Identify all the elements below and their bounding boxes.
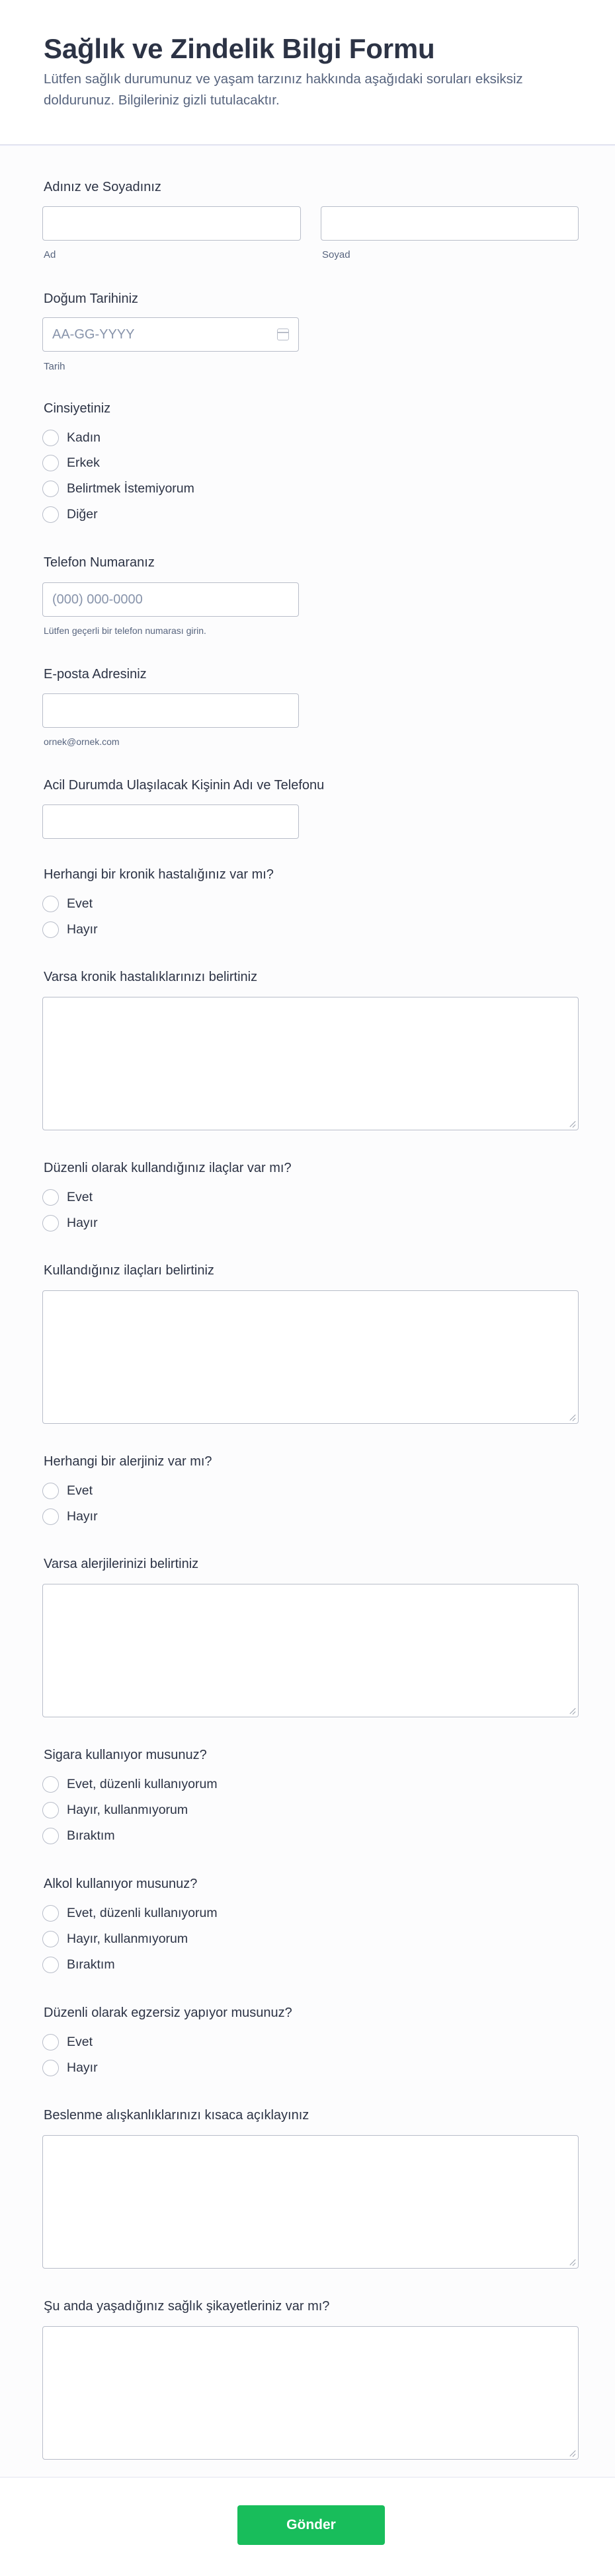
birth-date-placeholder: AA-GG-YYYY (52, 327, 135, 342)
birth-date-input[interactable] (42, 317, 299, 352)
allergy-label: Herhangi bir alerjiniz var mı? (44, 1454, 212, 1469)
medications-option-no[interactable] (42, 1213, 98, 1233)
option-label: Erkek (67, 455, 100, 470)
option-label: Bıraktım (67, 1828, 115, 1843)
medications-detail-textarea[interactable] (42, 1290, 579, 1424)
radio-button[interactable] (42, 1931, 59, 1947)
alcohol-label: Alkol kullanıyor musunuz? (44, 1877, 198, 1891)
allergy-option-yes[interactable] (42, 1481, 93, 1501)
last-name-input[interactable] (321, 206, 579, 241)
allergy-detail-label: Varsa alerjilerinizi belirtiniz (44, 1557, 199, 1571)
first-name-sublabel: Ad (44, 249, 56, 260)
last-name-sublabel: Soyad (322, 249, 350, 260)
radio-button[interactable] (42, 1483, 59, 1499)
first-name-input[interactable] (42, 206, 301, 241)
page-subtitle: Lütfen sağlık durumunuz ve yaşam tarzınız hakkında aşağıdaki soruları eksiksiz doldurunuz. Bilgileriniz gizli tutulacaktır. (44, 71, 523, 108)
alcohol-option-quit[interactable] (42, 1955, 115, 1974)
diet-textarea[interactable] (42, 2135, 579, 2269)
option-label: Hayır (67, 921, 98, 937)
medications-detail-label: Kullandığınız ilaçları belirtiniz (44, 1263, 214, 1278)
radio-button[interactable] (42, 1508, 59, 1525)
gender-option-other[interactable] (42, 504, 98, 524)
exercise-option-yes[interactable] (42, 2032, 93, 2052)
option-label: Belirtmek İstemiyorum (67, 481, 194, 496)
chronic-detail-textarea[interactable] (42, 997, 579, 1130)
email-label: E-posta Adresiniz (44, 667, 147, 682)
alcohol-option-regular[interactable] (42, 1903, 218, 1923)
radio-button[interactable] (42, 1189, 59, 1206)
emergency-contact-label: Acil Durumda Ulaşılacak Kişinin Adı ve Telefonu (44, 778, 325, 793)
option-label: Evet, düzenli kullanıyorum (67, 1776, 218, 1791)
medications-label: Düzenli olarak kullandığınız ilaçlar var mı? (44, 1161, 292, 1175)
exercise-option-no[interactable] (42, 2058, 98, 2078)
allergy-detail-textarea[interactable] (42, 1584, 579, 1717)
radio-button[interactable] (42, 1776, 59, 1793)
complaints-textarea[interactable] (42, 2326, 579, 2460)
birth-date-sublabel: Tarih (44, 361, 65, 372)
phone-label: Telefon Numaranız (44, 555, 155, 570)
chronic-detail-label: Varsa kronik hastalıklarınızı belirtiniz (44, 970, 258, 984)
smoking-option-no[interactable] (42, 1800, 188, 1820)
radio-button[interactable] (42, 1215, 59, 1231)
radio-button[interactable] (42, 921, 59, 938)
radio-button[interactable] (42, 2034, 59, 2050)
calendar-icon[interactable] (277, 329, 289, 340)
option-label: Kadın (67, 430, 101, 445)
option-label: Evet (67, 1483, 93, 1498)
option-label: Evet (67, 896, 93, 911)
email-input[interactable] (42, 693, 299, 728)
option-label: Evet, düzenli kullanıyorum (67, 1905, 218, 1920)
submit-button[interactable]: Gönder (237, 2505, 385, 2545)
radio-button[interactable] (42, 1957, 59, 1973)
allergy-option-no[interactable] (42, 1506, 98, 1526)
resize-handle-icon[interactable] (569, 1415, 575, 1421)
gender-label: Cinsiyetiniz (44, 401, 111, 416)
option-label: Hayır (67, 1508, 98, 1524)
chronic-option-no[interactable] (42, 919, 98, 939)
option-label: Hayır (67, 2060, 98, 2075)
resize-handle-icon[interactable] (569, 1121, 575, 1127)
radio-button[interactable] (42, 896, 59, 912)
radio-button[interactable] (42, 506, 59, 523)
form-header (0, 0, 615, 145)
radio-button[interactable] (42, 481, 59, 497)
resize-handle-icon[interactable] (569, 2450, 575, 2456)
option-label: Bıraktım (67, 1957, 115, 1972)
resize-handle-icon[interactable] (569, 1708, 575, 1714)
radio-button[interactable] (42, 2060, 59, 2076)
diet-label: Beslenme alışkanlıklarınızı kısaca açıklayınız (44, 2108, 309, 2123)
birth-date-label: Doğum Tarihiniz (44, 292, 139, 306)
name-label: Adınız ve Soyadınız (44, 180, 161, 194)
phone-placeholder: (000) 000-0000 (52, 592, 143, 607)
email-sublabel: ornek@ornek.com (44, 736, 120, 747)
gender-option-male[interactable] (42, 453, 100, 473)
emergency-contact-input[interactable] (42, 804, 299, 839)
radio-button[interactable] (42, 455, 59, 471)
medications-option-yes[interactable] (42, 1187, 93, 1207)
smoking-option-regular[interactable] (42, 1774, 218, 1794)
alcohol-option-no[interactable] (42, 1929, 188, 1949)
smoking-option-quit[interactable] (42, 1826, 115, 1846)
exercise-label: Düzenli olarak egzersiz yapıyor musunuz? (44, 2006, 292, 2020)
radio-button[interactable] (42, 1828, 59, 1844)
option-label: Hayır, kullanmıyorum (67, 1802, 188, 1817)
resize-handle-icon[interactable] (569, 2259, 575, 2265)
option-label: Evet (67, 2034, 93, 2049)
option-label: Hayır, kullanmıyorum (67, 1931, 188, 1946)
phone-sublabel: Lütfen geçerli bir telefon numarası girin. (44, 625, 206, 636)
page-title: Sağlık ve Zindelik Bilgi Formu (44, 33, 435, 64)
gender-option-unspecified[interactable] (42, 479, 194, 498)
gender-option-female[interactable] (42, 428, 101, 448)
chronic-option-yes[interactable] (42, 894, 93, 914)
complaints-label: Şu anda yaşadığınız sağlık şikayetleriniz var mı? (44, 2299, 330, 2314)
radio-button[interactable] (42, 1802, 59, 1818)
option-label: Diğer (67, 506, 98, 522)
chronic-illness-label: Herhangi bir kronik hastalığınız var mı? (44, 867, 274, 882)
phone-input[interactable] (42, 582, 299, 617)
radio-button[interactable] (42, 430, 59, 446)
option-label: Hayır (67, 1215, 98, 1230)
smoking-label: Sigara kullanıyor musunuz? (44, 1748, 207, 1762)
option-label: Evet (67, 1189, 93, 1204)
radio-button[interactable] (42, 1905, 59, 1922)
